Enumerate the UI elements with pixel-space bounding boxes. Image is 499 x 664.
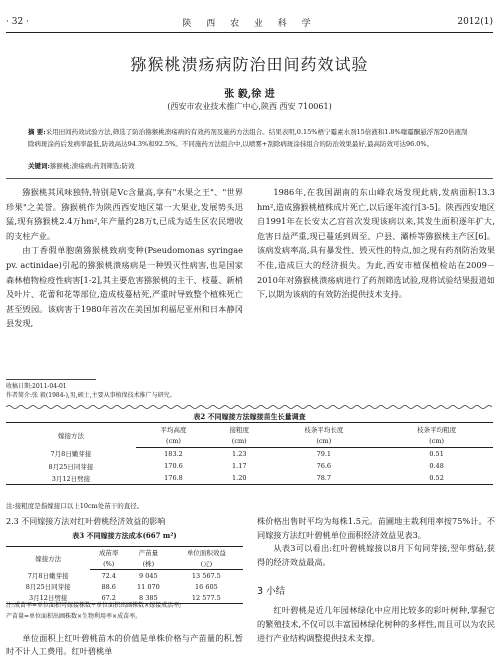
table2-header: 枝条平均长度 <box>267 423 380 436</box>
running-header <box>6 14 493 30</box>
table-cell: 8月25日同芽接 <box>48 462 94 471</box>
table2-header: 枝条平均粗度 <box>380 423 493 436</box>
table-cell: 0.51 <box>429 450 444 458</box>
header-rule <box>6 32 493 33</box>
table2-note: 注:接粗度是指嫁接口以上10cm处苗干的直径。 <box>6 502 144 510</box>
table-cell: 72.4 <box>101 571 116 580</box>
authors: 张 毅,徐 进 <box>224 89 275 100</box>
received-date: 收稿日期:2011-04-01 <box>6 383 67 390</box>
table-cell: 1.17 <box>232 462 247 470</box>
journal-name: 陕 西 农 业 科 学 <box>182 18 317 29</box>
table-cell: 0.52 <box>380 472 493 485</box>
table2-header: 平均高度 <box>136 423 211 436</box>
table-cell: 13 567.5 <box>191 571 221 580</box>
table3-unit: (%) <box>90 558 127 570</box>
table-cell: 3月12日劈接 <box>6 472 136 485</box>
table3-unit: (元) <box>170 558 243 570</box>
table3-note: 注:成苗率=单位面积可嫁接株数÷单位面积出圃株数×嫁接成活率; <box>6 602 182 609</box>
table-cell: 1.23 <box>232 450 247 458</box>
table-cell: 67.2 <box>90 592 127 604</box>
table-cell: 7月8日嫩芽接 <box>50 450 92 459</box>
table-cell: 3月12日劈接 <box>6 592 90 604</box>
body-right-column <box>257 185 495 302</box>
table-cell: 176.8 <box>136 472 211 485</box>
body-paragraph: 单位面积上红叶碧桃苗木的价值是单株价格与产苗量的积,暂时不计人工费用。红叶碧桃单 <box>6 633 243 656</box>
table3 <box>6 546 243 604</box>
table3-header: 成苗率 <box>90 547 127 559</box>
table3-caption: 表3 不同嫁接方法成本(667 m²) <box>72 531 177 540</box>
body-paragraph: 由丁香假单胞菌猕猴桃致病变种(Pseudomonas syringae pv. actinidae)引起的猕猴桃溃疡病是一种毁灭性病害,也是国家森林植物检疫性病害[1-2],其主要危害猕猴桃的主干、枝蔓、新梢及叶片、花蕾和花等部位,造成枝蔓枯死,严重时导致整个植株死亡甚至毁园。该病害于1980年首次在美国加利福尼亚州和日本静冈县发现, <box>6 245 243 329</box>
table-cell: 12 577.5 <box>170 592 243 604</box>
table3-header: 单位面积效益 <box>170 547 243 559</box>
body-left-column <box>6 185 243 331</box>
table2-col-method: 嫁接方法 <box>6 423 136 448</box>
table-row <box>6 460 493 472</box>
author-bio: 作者简介:张 毅(1984-),男,硕士,主要从事植保技术推广与研究。 <box>6 392 176 399</box>
table-cell: 11 070 <box>136 582 160 591</box>
issue-number: 2012(1) <box>457 17 493 27</box>
table-cell: 76.6 <box>316 462 332 470</box>
body-paragraph: 红叶碧桃是近几年园林绿化中应用比较多的彩叶树种,掌握它的繁殖技术,不仅可以丰富园林绿化树种的多样性,而且可以为农民进行产业结构调整提供技术支撑。 <box>257 605 495 643</box>
table3-unit: (株) <box>127 558 170 570</box>
footnote-rule <box>6 379 96 380</box>
table3-header: 产苗量 <box>127 547 170 559</box>
left-bottom-text <box>6 632 243 658</box>
section-2-3-heading: 2.3 不同嫁接方法对红叶碧桃经济效益的影响 <box>6 517 166 526</box>
table-row <box>6 472 493 485</box>
keywords-text: 猕猴桃;溃疡病;药剂筛选;防效 <box>49 162 135 170</box>
affiliation: (西安市农业技术推广中心,陕西 西安 710061) <box>167 102 332 111</box>
table2-unit: (cm) <box>380 435 493 448</box>
table-row <box>6 570 243 582</box>
section-3-heading: 3 小结 <box>257 586 286 597</box>
body-paragraph: 1986年,在我国湖南的东山峰农场发现此病,发病面积13.3 hm²,造成猕猴桃植株成片死亡,以后逐年流行[3-5]。陕西西安地区自1991年在长安太乙宫首次发现该病以来,其发生面积逐年扩大,危害日益严重,现已蔓延到周至、户县、灞桥等猕猴桃主产区[6]。该病发病率高,具有暴发性、毁灭性的特点,加之现有药剂防治效果不佳,造成巨大的经济损失。为此,西安市植保植检站在2009－2010年对猕猴桃溃疡病进行了药剂筛选试验,现将试验结果报道如下,以期为该病的有效防治提供技术支持。 <box>257 187 495 300</box>
table3-col-method: 嫁接方法 <box>6 547 90 570</box>
footnote <box>6 382 176 400</box>
right-bottom-text <box>257 515 495 569</box>
table2-unit: (cm) <box>211 435 267 448</box>
table-cell: 7月8日嫩芽接 <box>27 571 69 580</box>
table-row <box>6 581 243 592</box>
table-cell: 78.7 <box>267 472 380 485</box>
table-cell: 16 605 <box>194 582 218 591</box>
table-cell: 8 385 <box>127 592 170 604</box>
table-cell: 88.6 <box>101 582 116 591</box>
table2-header: 接粗度 <box>211 423 267 436</box>
table-cell: 8月25日同芽接 <box>25 583 71 591</box>
abstract-text: 采用田间药效试验方法,筛选了防治猕猴桃溃疡病的有效药剂及施药方法组合。结果表明,0.15%梧宁霉素水剂15倍液和1.8%噻霉酮悬浮剂20倍液刮除病斑涂药后发病率最低,防效高达94.3%和92.5%。不同施药方法组合中,以喷雾+刮除病斑涂抹组合的防治效果最好,最高防效可达96.0%。 <box>28 128 468 148</box>
abstract <box>28 126 471 150</box>
table2-unit: (cm) <box>136 435 211 448</box>
table-cell: 9 045 <box>139 571 158 580</box>
keywords <box>28 161 471 170</box>
table-row <box>6 448 493 461</box>
table-cell: 0.48 <box>429 462 444 470</box>
body-paragraph: 从表3可以看出:红叶碧桃嫁接以8月下旬同芽接,翌年剪砧,获得的经济效益最高。 <box>257 543 495 567</box>
page-break-wave <box>6 404 493 410</box>
table2-unit: (cm) <box>267 435 380 448</box>
table2-caption: 表2 不同嫁接方法嫁接苗生长量调查 <box>193 412 306 421</box>
abstract-rule <box>6 178 493 179</box>
table-cell: 170.6 <box>164 462 183 470</box>
table-cell: 183.2 <box>164 450 183 458</box>
table-cell: 1.20 <box>211 472 267 485</box>
body-paragraph: 株价格出售时平均为每株1.5元。苗圃地主栽利用率按75%计。不同嫁接方法红叶碧桃单位面积经济效益见表3。 <box>257 516 495 540</box>
body-paragraph: 猕猴桃其风味独特,特别是Vc含量高,享有"水果之王"、"世界珍果"之美誉。猕猴桃作为陕西西安地区第一大果业,发展势头迅猛,现有猕猴桃2.4万hm²,年产量约28万t,已成为适生区农民增收的支柱产业。 <box>6 187 243 241</box>
table2 <box>6 422 493 485</box>
table3-notes <box>6 600 243 622</box>
page-number: · 32 · <box>6 17 29 27</box>
abstract-label: 摘 要: <box>28 128 46 136</box>
table3-note: 产苗量=单位面积出圃株数×生物利用率×成苗率。 <box>6 613 142 620</box>
article-title: 猕猴桃溃疡病防治田间药效试验 <box>130 55 369 74</box>
keywords-label: 关键词: <box>28 162 50 170</box>
table-cell: 79.1 <box>316 450 332 458</box>
conclusion-text <box>257 603 495 645</box>
